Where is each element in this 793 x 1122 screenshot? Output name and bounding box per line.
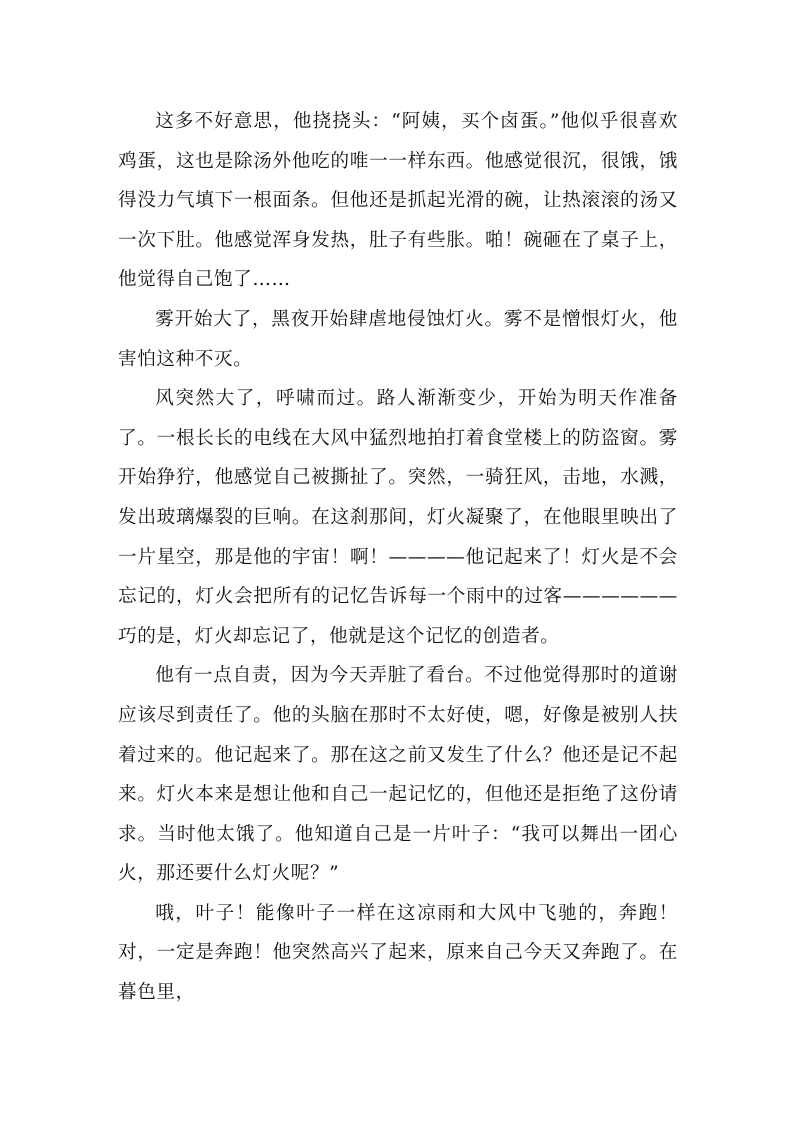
- paragraph-5: 哦，叶子！能像叶子一样在这凉雨和大风中飞驰的，奔跑！对，一定是奔跑！他突然高兴了起来，原来自己今天又奔跑了。在暮色里，: [118, 902, 678, 1004]
- paragraph-2: 雾开始大了，黑夜开始肆虐地侵蚀灯火。雾不是憎恨灯火，他害怕这种不灭。: [118, 308, 678, 370]
- paragraph-3: 风突然大了，呼啸而过。路人渐渐变少，开始为明天作准备了。一根长长的电线在大风中猛烈地拍打着食堂楼上的防盗窗。雾开始狰狞，他感觉自己被撕扯了。突然，一骑狂风，击地，水溅，发出玻璃爆裂的巨响。在这刹那间，灯火凝聚了，在他眼里映出了一片星空，那是他的宇宙！啊！————他记起来了！灯火是不会忘记的，灯火会把所有的记忆告诉每一个雨中的过客——————巧的是，灯火却忘记了，他就是这个记忆的创造者。: [118, 388, 678, 647]
- paragraph-4: 他有一点自责，因为今天弄脏了看台。不过他觉得那时的道谢应该尽到责任了。他的头脑在那时不太好使，嗯，好像是被别人扶着过来的。他记起来了。那在这之前又发生了什么？他还是记不起来。灯火本来是想让他和自己一起记忆的，但他还是拒绝了这份请求。当时他太饿了。他知道自己是一片叶子：“我可以舞出一团心火，那还要什么灯火呢？”: [118, 665, 678, 885]
- document-page: [118, 102, 678, 1013]
- paragraph-1: 这多不好意思，他挠挠头：“阿姨，买个卤蛋。”他似乎很喜欢鸡蛋，这也是除汤外他吃的唯一一样东西。他感觉很沉，很饿，饿得没力气填下一根面条。但他还是抓起光滑的碗，让热滚滚的汤又一次下肚。他感觉浑身发热，肚子有些胀。啪！碗砸在了桌子上，他觉得自己饱了……: [118, 111, 678, 291]
